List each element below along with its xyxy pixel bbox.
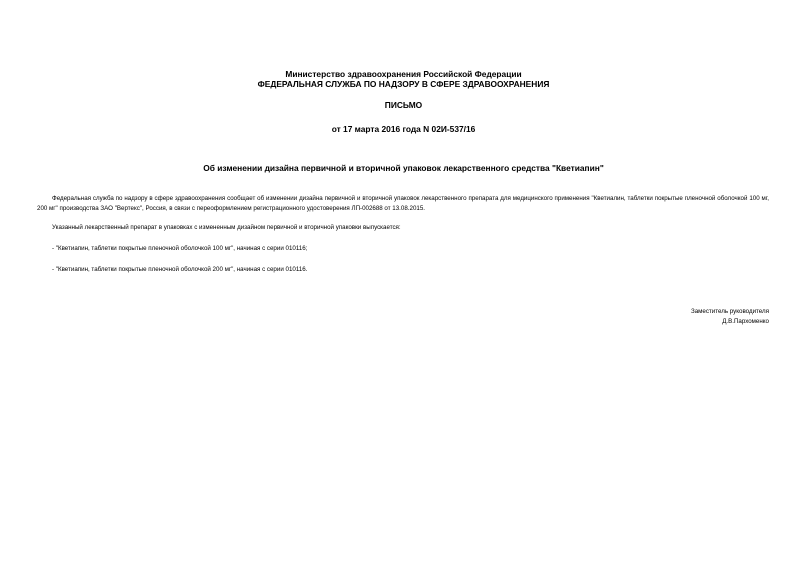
signatory-position: Заместитель руководителя [690, 308, 769, 315]
body-paragraph-2: Указанный лекарственный препарат в упаковках с измененным дизайном первичной и вторичной упаковки выпускается: [52, 224, 401, 231]
signatory-name: Д.В.Пархоменко [722, 318, 769, 325]
list-item: - "Кветиапин, таблетки покрытые пленочной оболочкой 100 мг", начиная с серии 010116; [52, 245, 308, 252]
service-name: ФЕДЕРАЛЬНАЯ СЛУЖБА ПО НАДЗОРУ В СФЕРЕ ЗДРАВООХРАНЕНИЯ [257, 79, 550, 89]
document-date-number: от 17 марта 2016 года N 02И-537/16 [331, 124, 476, 134]
document-type: ПИСЬМО [384, 100, 423, 110]
body-paragraph-1: Федеральная служба по надзору в сфере здравоохранения сообщает об изменении дизайна первичной и вторичной упаковок лекарственного препарата для медицинского применения "Кветиалин, таблетки покрытые пленочной оболочкой 100 мг, 200 мг" производства ЗАО "Вертекс", Россия, в связи с переоформлением регистрационного удостоверения ЛП-002688 от 13.08.2015. [37, 195, 769, 212]
list-item: - "Кветиапин, таблетки покрытые пленочной оболочкой 200 мг", начиная с серии 010116. [52, 266, 308, 273]
ministry-name: Министерство здравоохранения Российской Федерации [285, 69, 522, 79]
document-subject: Об изменении дизайна первичной и вторичной упаковок лекарственного средства "Кветиапин" [203, 163, 604, 173]
